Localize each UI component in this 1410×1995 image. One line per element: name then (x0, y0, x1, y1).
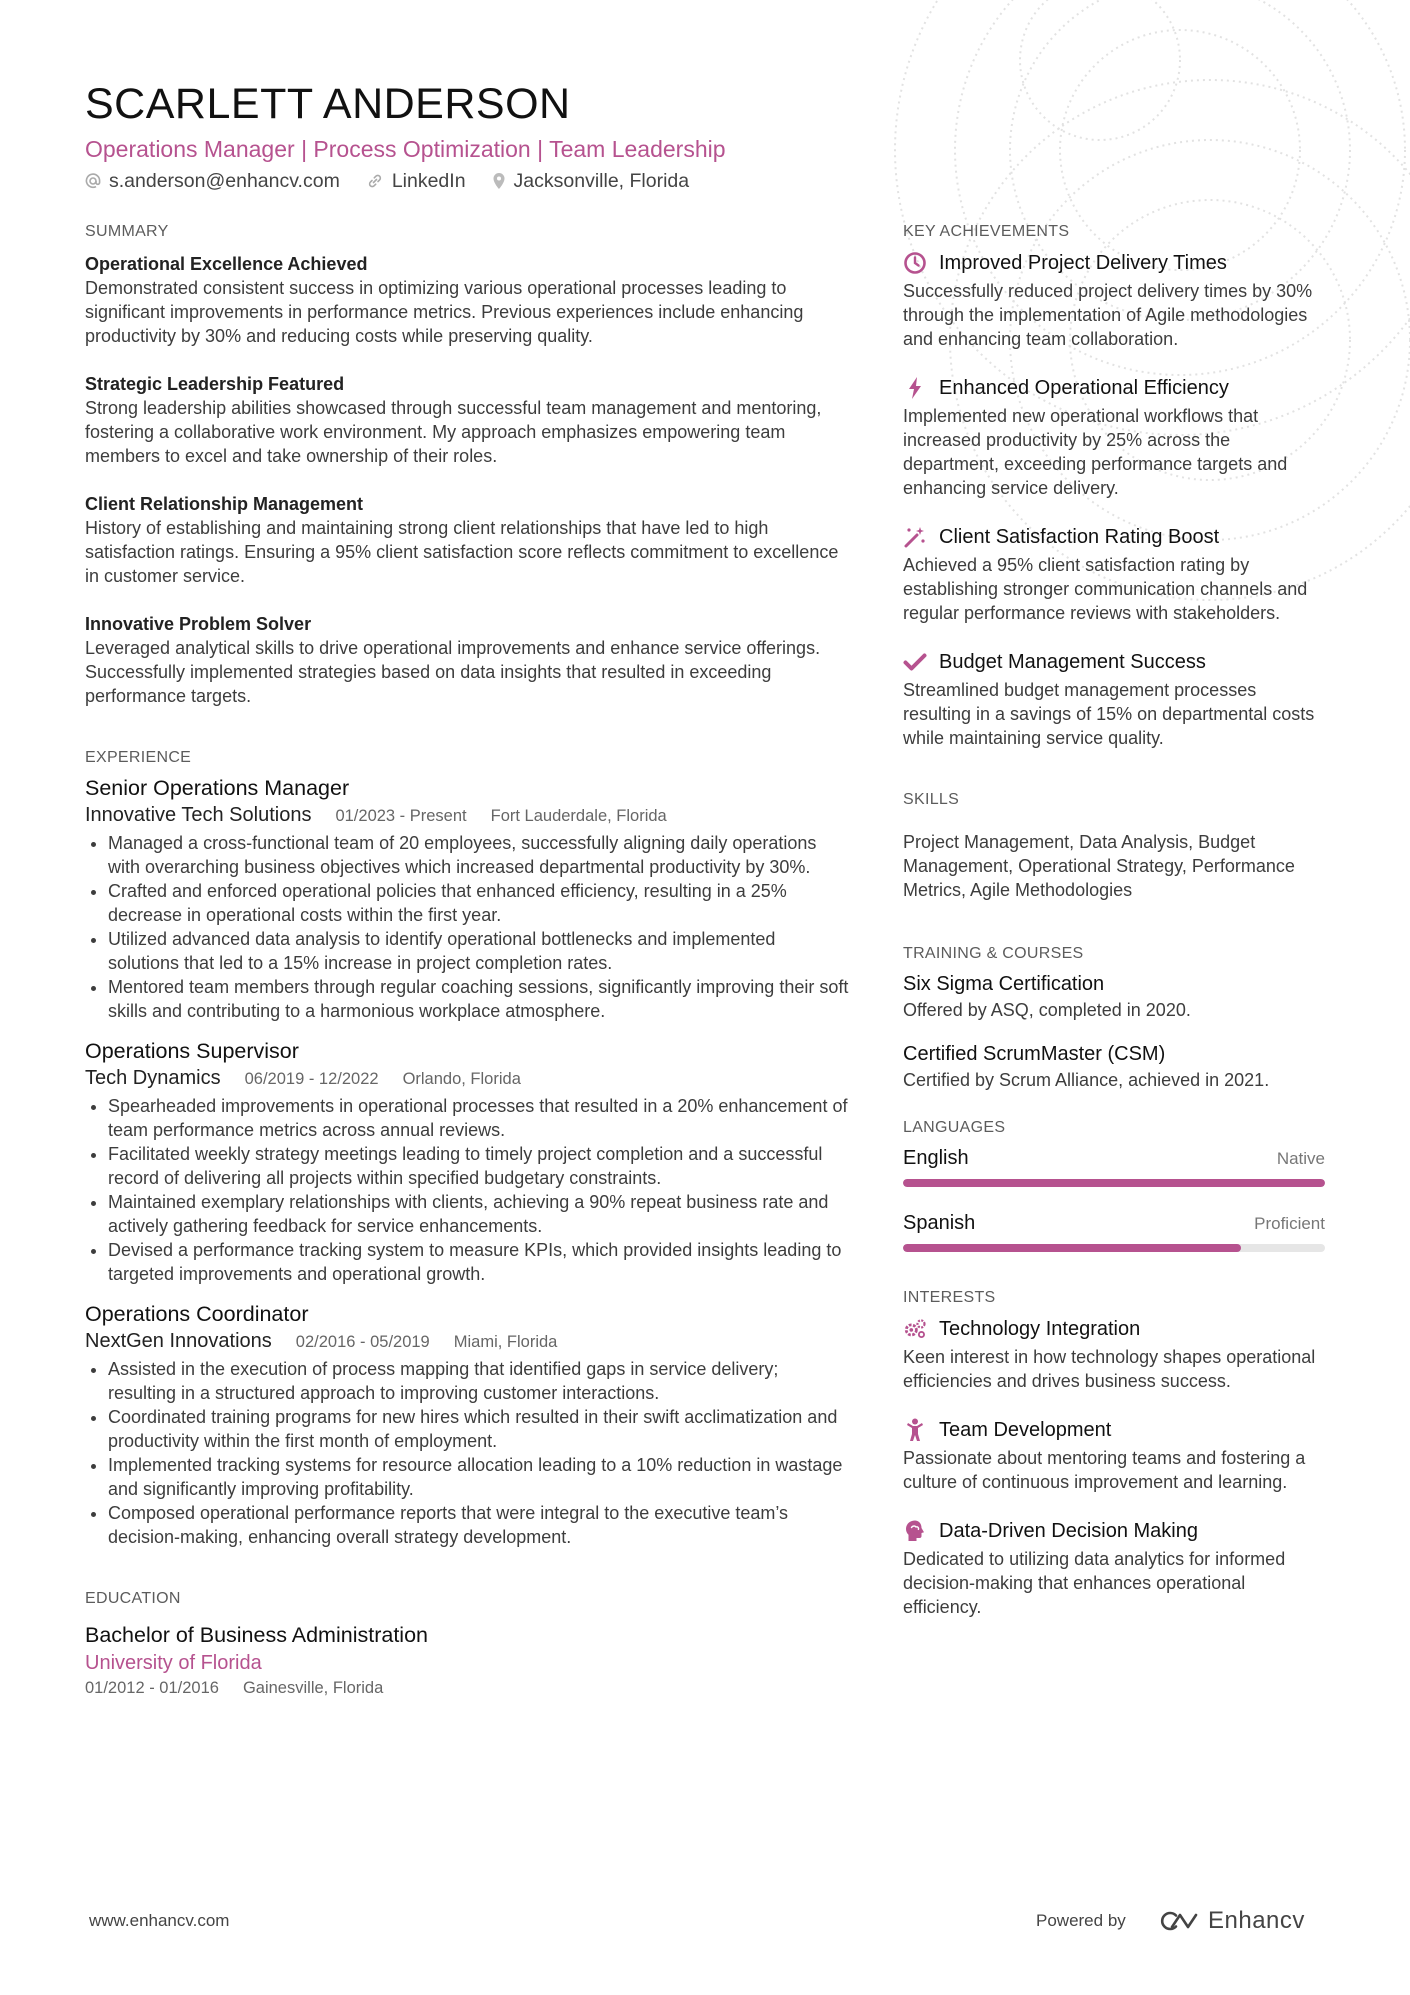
bullet-item: • Mentored team members through regular coaching sessions, significantly improving their soft skills and contributing to a harmonious workplace atmosphere. (108, 975, 850, 1023)
education-dates: 01/2012 - 01/2016 (85, 1679, 219, 1697)
language-bar-fill (903, 1244, 1241, 1252)
achievement-text: Streamlined budget management processes resulting in a savings of 15% on departmental costs while maintaining service quality. (903, 680, 1315, 748)
summary-item-text: Strong leadership abilities showcased through successful team management and mentoring, fostering a collaborative work environment. My approach emphasizes empowering team members to excel and take ownership of their roles. (85, 398, 822, 466)
language-bar-fill (903, 1179, 1325, 1187)
page-footer (89, 1907, 1309, 1937)
interest-text: Keen interest in how technology shapes operational efficiencies and drives business success. (903, 1347, 1316, 1391)
job-entry (85, 1037, 850, 1286)
job-company: NextGen Innovations (85, 1330, 272, 1352)
job-dates: 06/2019 - 12/2022 (244, 1070, 379, 1088)
course-item (903, 1040, 1325, 1092)
language-name: English (903, 1147, 969, 1169)
job-dates: 02/2016 - 05/2019 (295, 1333, 430, 1351)
head-brain-icon (903, 1519, 927, 1543)
language-bar (903, 1179, 1325, 1187)
summary-item (85, 252, 850, 348)
language-item (903, 1209, 1325, 1252)
language-item (903, 1144, 1325, 1187)
job-dates: 01/2023 - Present (335, 807, 467, 825)
interest-text: Passionate about mentoring teams and fostering a culture of continuous improvement and learning. (903, 1448, 1306, 1492)
link-icon (366, 172, 384, 190)
summary-item-title: Operational Excellence Achieved (85, 254, 368, 274)
summary-item (85, 372, 850, 468)
job-meta (85, 1065, 850, 1092)
candidate-title: Operations Manager | Process Optimization | Team Leadership (85, 136, 726, 162)
section-title: SKILLS (903, 791, 960, 808)
achievement-title: Improved Project Delivery Times (939, 252, 1227, 274)
summary-item-title: Strategic Leadership Featured (85, 374, 345, 394)
location-text: Jacksonville, Florida (513, 170, 690, 192)
at-icon (85, 173, 101, 189)
job-entry (85, 1300, 850, 1549)
enhancv-brand-text: Enhancv (1208, 1907, 1305, 1934)
education-meta (85, 1677, 850, 1699)
training-section (903, 944, 1325, 1092)
contact-linkedin[interactable] (366, 167, 466, 195)
section-title: SUMMARY (85, 223, 169, 240)
gears-icon (903, 1317, 927, 1341)
experience-section (85, 748, 850, 1549)
education-school: University of Florida (85, 1652, 262, 1674)
candidate-name: SCARLETT ANDERSON (85, 80, 571, 128)
interest-item (903, 1415, 1325, 1494)
job-bullets (85, 1094, 850, 1286)
summary-item-text: Demonstrated consistent success in optimizing various operational processes leading to significant improvements in performance metrics. Previous experiences include enhancing productivity by 30% and reducing costs while preserving quality. (85, 278, 804, 346)
summary-item-title: Innovative Problem Solver (85, 614, 312, 634)
summary-item-title: Client Relationship Management (85, 494, 364, 514)
email-text: s.anderson@enhancv.com (109, 170, 340, 192)
summary-item-text: History of establishing and maintaining strong client relationships that have led to high satisfaction ratings. Ensuring a 95% client satisfaction score reflects commitment to excellence in customer service. (85, 518, 839, 586)
linkedin-text: LinkedIn (391, 170, 466, 192)
language-level: Native (1276, 1149, 1325, 1168)
job-company: Innovative Tech Solutions (85, 804, 312, 826)
section-title: KEY ACHIEVEMENTS (903, 223, 1070, 240)
clock-icon (903, 251, 927, 275)
interest-item (903, 1314, 1325, 1393)
job-meta (85, 802, 850, 829)
bullet-item: • Maintained exemplary relationships with clients, achieving a 90% repeat business rate and actively gathering feedback for service enhancements. (108, 1190, 850, 1238)
magic-wand-icon (903, 525, 927, 549)
section-title: TRAINING & COURSES (903, 945, 1084, 962)
interest-title: Team Development (939, 1419, 1112, 1441)
interest-text: Dedicated to utilizing data analytics for informed decision-making that enhances operational efficiency. (903, 1549, 1286, 1617)
achievement-title: Budget Management Success (939, 651, 1206, 673)
footer-powered-by: Powered by (1036, 1911, 1126, 1930)
summary-item (85, 492, 850, 588)
achievement-item (903, 522, 1325, 625)
section-title: EDUCATION (85, 1590, 181, 1607)
interests-section (903, 1288, 1325, 1619)
job-company: Tech Dynamics (85, 1067, 221, 1089)
interest-title: Technology Integration (939, 1318, 1141, 1340)
achievement-item (903, 248, 1325, 351)
achievement-text: Achieved a 95% client satisfaction rating by establishing stronger communication channels and regular performance reviews with stakeholders. (903, 555, 1308, 623)
bullet-item: • Spearheaded improvements in operational processes that resulted in a 20% enhancement of team performance metrics across annual reviews. (108, 1094, 850, 1142)
course-title: Certified ScrumMaster (CSM) (903, 1043, 1166, 1065)
summary-section (85, 222, 850, 708)
bullet-item: • Implemented tracking systems for resource allocation leading to a 10% reduction in wastage and significantly improving profitability. (108, 1453, 850, 1501)
course-item (903, 970, 1325, 1022)
achievement-text: Successfully reduced project delivery times by 30% through the implementation of Agile methodologies and enhancing team collaboration. (903, 281, 1313, 349)
section-title: LANGUAGES (903, 1119, 1006, 1136)
bullet-item: • Managed a cross-functional team of 20 employees, successfully aligning daily operations with overarching business objectives which increased departmental productivity by 30%. (108, 831, 850, 879)
summary-item-text: Leveraged analytical skills to drive operational improvements and enhance service offerings. Successfully implemented strategies based on data insights that resulted in exceeding performance targets. (85, 638, 821, 706)
enhancv-logo[interactable] (1156, 1907, 1305, 1935)
achievement-item (903, 373, 1325, 500)
bullet-item: • Coordinated training programs for new hires which resulted in their swift acclimatization and productivity within the first month of employment. (108, 1405, 850, 1453)
job-bullets (85, 1357, 850, 1549)
language-bar (903, 1244, 1325, 1252)
footer-website-link[interactable]: www.enhancv.com (89, 1911, 230, 1930)
right-column (903, 222, 1325, 1641)
contact-email[interactable] (85, 167, 340, 195)
course-title: Six Sigma Certification (903, 973, 1105, 995)
location-pin-icon (492, 172, 506, 190)
bullet-item: • Devised a performance tracking system to measure KPIs, which provided insights leading to targeted improvements and operational growth. (108, 1238, 850, 1286)
interest-title: Data-Driven Decision Making (939, 1520, 1198, 1542)
achievement-title: Client Satisfaction Rating Boost (939, 526, 1220, 548)
job-location: Orlando, Florida (402, 1070, 521, 1088)
education-degree: Bachelor of Business Administration (85, 1623, 428, 1647)
bullet-item: • Assisted in the execution of process mapping that identified gaps in service delivery; resulting in a structured approach to improving customer interactions. (108, 1357, 850, 1405)
job-title: Operations Supervisor (85, 1039, 299, 1063)
achievements-section (903, 222, 1325, 750)
job-location: Miami, Florida (453, 1333, 558, 1351)
person-icon (903, 1418, 927, 1442)
languages-section (903, 1118, 1325, 1252)
bullet-item: • Facilitated weekly strategy meetings leading to timely project completion and a successful record of delivering all projects within specified budgetary constraints. (108, 1142, 850, 1190)
achievement-item (903, 647, 1325, 750)
education-location: Gainesville, Florida (242, 1679, 384, 1697)
job-bullets (85, 831, 850, 1023)
skills-list: Project Management, Data Analysis, Budget Management, Operational Strategy, Performance Metrics, Agile Methodologies (903, 832, 1295, 900)
achievement-title: Enhanced Operational Efficiency (939, 377, 1229, 399)
job-location: Fort Lauderdale, Florida (490, 807, 667, 825)
enhancv-logo-icon (1156, 1909, 1202, 1933)
language-name: Spanish (903, 1212, 976, 1234)
checkmark-icon (903, 650, 927, 674)
job-title: Senior Operations Manager (85, 776, 350, 800)
course-text: Offered by ASQ, completed in 2020. (903, 1000, 1191, 1020)
achievement-text: Implemented new operational workflows that increased productivity by 25% across the department, exceeding performance targets and enhancing service delivery. (903, 406, 1288, 498)
job-meta (85, 1328, 850, 1355)
job-entry (85, 774, 850, 1023)
lightning-icon (903, 376, 927, 400)
left-column (85, 222, 850, 1699)
section-title: EXPERIENCE (85, 749, 192, 766)
bullet-item: • Crafted and enforced operational policies that enhanced efficiency, resulting in a 25% decrease in operational costs within the first year. (108, 879, 850, 927)
language-level: Proficient (1254, 1214, 1325, 1233)
education-section (85, 1589, 850, 1699)
section-title: INTERESTS (903, 1289, 996, 1306)
interest-item (903, 1516, 1325, 1619)
summary-item (85, 612, 850, 708)
contact-location (492, 167, 690, 195)
bullet-item: • Composed operational performance reports that were integral to the executive team’s decision-making, enhancing overall strategy development. (108, 1501, 850, 1549)
contact-row (85, 167, 1305, 195)
job-title: Operations Coordinator (85, 1302, 309, 1326)
resume-header (85, 78, 1305, 195)
bullet-item: • Utilized advanced data analysis to identify operational bottlenecks and implemented solutions that led to a 15% increase in project completion rates. (108, 927, 850, 975)
skills-section (903, 790, 1325, 902)
course-text: Certified by Scrum Alliance, achieved in 2021. (903, 1070, 1270, 1090)
